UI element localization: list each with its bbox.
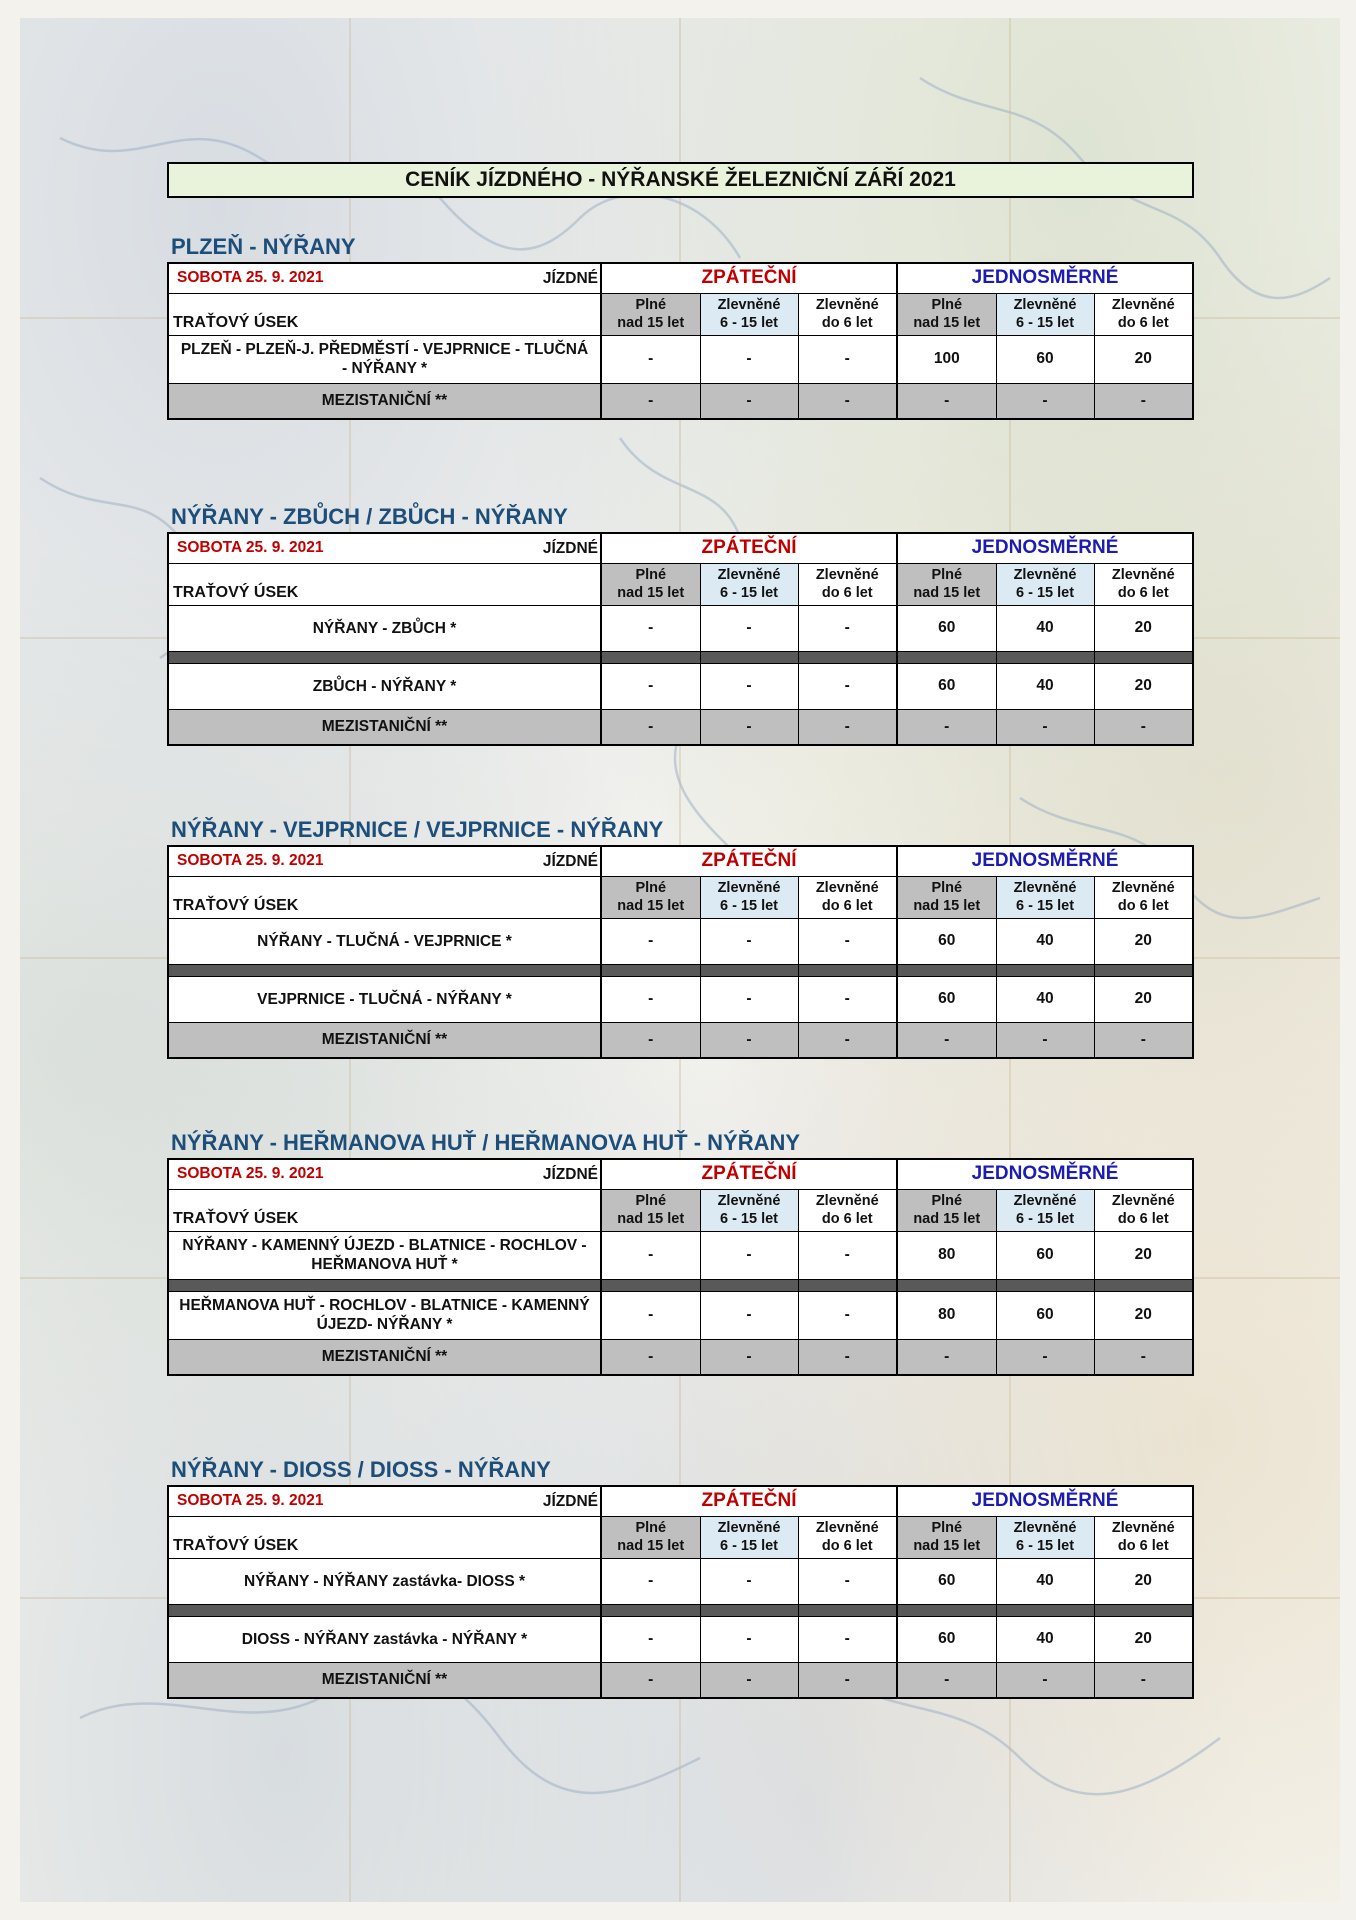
route-name: NÝŘANY - TLUČNÁ - VEJPRNICE * xyxy=(168,918,601,964)
price-cell: 20 xyxy=(1094,1558,1193,1604)
section-title: PLZEŇ - NÝŘANY xyxy=(171,234,356,259)
price-section xyxy=(167,815,1194,1059)
fare-label: JÍZDNÉ xyxy=(542,270,598,287)
date-text: SOBOTA 25. 9. 2021 xyxy=(177,269,324,287)
fare-category-age: nad 15 let xyxy=(617,1538,685,1554)
fare-category-age: do 6 let xyxy=(821,1538,873,1554)
subheader-row xyxy=(168,1189,1193,1231)
price-cell: - xyxy=(798,1339,897,1375)
fare-category-name: Zlevněné xyxy=(717,1193,781,1209)
price-cell: - xyxy=(996,709,1094,745)
fare-category-age: 6 - 15 let xyxy=(1016,315,1075,331)
fare-category-header xyxy=(897,1189,996,1231)
fare-category-age: 6 - 15 let xyxy=(1016,585,1075,601)
price-cell: - xyxy=(798,709,897,745)
fare-category-name: Plné xyxy=(635,880,667,896)
fare-category-name: Plné xyxy=(635,1193,667,1209)
fare-category-age: 6 - 15 let xyxy=(719,1538,779,1554)
price-cell: 60 xyxy=(897,663,996,709)
price-section xyxy=(167,1128,1194,1376)
fare-category-age: 6 - 15 let xyxy=(719,315,779,331)
fare-category-age: do 6 let xyxy=(1117,1538,1169,1554)
date-label xyxy=(168,846,601,876)
fare-category-header xyxy=(897,563,996,605)
one-way-fare-header: JEDNOSMĚRNÉ xyxy=(897,1159,1193,1189)
one-way-fare-header: JEDNOSMĚRNÉ xyxy=(897,533,1193,563)
fare-category-name: Zlevněné xyxy=(1013,297,1077,313)
price-cell: - xyxy=(700,918,798,964)
subheader-row xyxy=(168,876,1193,918)
fare-category-name: Zlevněné xyxy=(1111,567,1175,583)
fare-category-header xyxy=(996,1516,1094,1558)
price-cell: 60 xyxy=(897,1558,996,1604)
price-cell: - xyxy=(798,976,897,1022)
fare-category-age: do 6 let xyxy=(821,315,873,331)
price-cell: 60 xyxy=(897,605,996,651)
price-cell: - xyxy=(700,976,798,1022)
fare-category-name: Zlevněné xyxy=(1013,1193,1077,1209)
price-cell: - xyxy=(897,383,996,419)
price-cell: - xyxy=(601,709,700,745)
fare-category-header xyxy=(601,293,700,335)
fare-category-header xyxy=(996,563,1094,605)
separator-row xyxy=(168,964,1193,976)
route-section-label: TRAŤOVÝ ÚSEK xyxy=(168,293,601,335)
price-cell: - xyxy=(601,1022,700,1058)
fare-category-name: Plné xyxy=(931,880,963,896)
price-cell: 40 xyxy=(996,1558,1094,1604)
route-name: VEJPRNICE - TLUČNÁ - NÝŘANY * xyxy=(168,976,601,1022)
price-cell: - xyxy=(798,335,897,383)
price-cell: - xyxy=(601,335,700,383)
fare-category-age: do 6 let xyxy=(1117,315,1169,331)
fare-category-age: nad 15 let xyxy=(913,585,981,601)
fare-category-age: nad 15 let xyxy=(617,1211,685,1227)
price-cell: 20 xyxy=(1094,1616,1193,1662)
table-row xyxy=(168,1231,1193,1279)
price-cell: - xyxy=(798,1616,897,1662)
route-name: NÝŘANY - ZBŮCH * xyxy=(168,605,601,651)
fare-category-age: nad 15 let xyxy=(913,1211,981,1227)
price-cell: - xyxy=(1094,1022,1193,1058)
price-section xyxy=(167,1455,1194,1699)
fare-category-name: Zlevněné xyxy=(1111,1193,1175,1209)
section-title: NÝŘANY - HEŘMANOVA HUŤ / HEŘMANOVA HUŤ - NÝŘANY xyxy=(171,1130,801,1155)
price-cell: 60 xyxy=(996,1231,1094,1279)
fare-category-age: nad 15 let xyxy=(913,898,981,914)
table-row xyxy=(168,918,1193,964)
fare-category-header xyxy=(1094,563,1193,605)
fare-category-name: Zlevněné xyxy=(1013,1520,1077,1536)
price-cell: - xyxy=(1094,383,1193,419)
intermediate-label: MEZISTANIČNÍ ** xyxy=(168,1339,601,1375)
table-row xyxy=(168,976,1193,1022)
fare-label: JÍZDNÉ xyxy=(542,1166,598,1183)
price-cell: - xyxy=(601,383,700,419)
intermediate-label: MEZISTANIČNÍ ** xyxy=(168,1662,601,1698)
price-cell: - xyxy=(798,918,897,964)
intermediate-row xyxy=(168,709,1193,745)
fare-category-header xyxy=(897,876,996,918)
price-cell: - xyxy=(897,1339,996,1375)
fare-category-header xyxy=(601,1189,700,1231)
price-cell: 40 xyxy=(996,918,1094,964)
intermediate-label: MEZISTANIČNÍ ** xyxy=(168,1022,601,1058)
fare-category-name: Plné xyxy=(635,297,667,313)
price-cell: - xyxy=(897,1022,996,1058)
price-cell: - xyxy=(700,1231,798,1279)
price-cell: 60 xyxy=(897,1616,996,1662)
one-way-fare-header: JEDNOSMĚRNÉ xyxy=(897,1486,1193,1516)
header-row xyxy=(168,846,1193,876)
fare-category-age: 6 - 15 let xyxy=(719,585,779,601)
price-cell: 20 xyxy=(1094,976,1193,1022)
price-cell: - xyxy=(601,663,700,709)
section-title: NÝŘANY - VEJPRNICE / VEJPRNICE - NÝŘANY xyxy=(171,817,664,842)
price-cell: - xyxy=(601,605,700,651)
price-section xyxy=(167,232,1194,420)
fare-label: JÍZDNÉ xyxy=(542,1493,598,1510)
price-cell: 80 xyxy=(897,1291,996,1339)
fare-category-header xyxy=(996,293,1094,335)
return-fare-header: ZPÁTEČNÍ xyxy=(601,1486,897,1516)
return-fare-header: ZPÁTEČNÍ xyxy=(601,533,897,563)
fare-category-name: Zlevněné xyxy=(1013,567,1077,583)
fare-category-name: Zlevněné xyxy=(1111,1520,1175,1536)
fare-category-name: Plné xyxy=(931,1193,963,1209)
intermediate-row xyxy=(168,383,1193,419)
fare-category-header xyxy=(798,1516,897,1558)
date-label xyxy=(168,1486,601,1516)
price-cell: 20 xyxy=(1094,663,1193,709)
date-text: SOBOTA 25. 9. 2021 xyxy=(177,852,324,870)
date-text: SOBOTA 25. 9. 2021 xyxy=(177,539,324,557)
price-cell: - xyxy=(700,1662,798,1698)
separator-row xyxy=(168,1604,1193,1616)
one-way-fare-header: JEDNOSMĚRNÉ xyxy=(897,846,1193,876)
table-row xyxy=(168,1291,1193,1339)
fare-category-name: Zlevněné xyxy=(1111,297,1175,313)
subheader-row xyxy=(168,1516,1193,1558)
price-cell: - xyxy=(700,383,798,419)
price-cell: - xyxy=(601,1662,700,1698)
price-cell: - xyxy=(798,1231,897,1279)
price-cell: 60 xyxy=(897,918,996,964)
separator-row xyxy=(168,651,1193,663)
price-cell: - xyxy=(700,335,798,383)
price-cell: - xyxy=(601,918,700,964)
price-cell: - xyxy=(700,663,798,709)
fare-category-name: Zlevněné xyxy=(815,880,879,896)
fare-category-age: 6 - 15 let xyxy=(1016,1211,1075,1227)
fare-category-header xyxy=(700,876,798,918)
route-section-label: TRAŤOVÝ ÚSEK xyxy=(168,1189,601,1231)
fare-category-age: do 6 let xyxy=(1117,1211,1169,1227)
price-cell: - xyxy=(1094,1339,1193,1375)
price-cell: - xyxy=(601,1231,700,1279)
fare-category-name: Zlevněné xyxy=(717,297,781,313)
fare-category-header xyxy=(601,563,700,605)
fare-category-header xyxy=(798,293,897,335)
route-name: HEŘMANOVA HUŤ - ROCHLOV - BLATNICE - KAMENNÝ ÚJEZD- NÝŘANY * xyxy=(168,1291,601,1339)
fare-category-header xyxy=(798,1189,897,1231)
fare-category-name: Zlevněné xyxy=(717,567,781,583)
fare-category-header xyxy=(601,1516,700,1558)
price-cell: - xyxy=(798,663,897,709)
fare-category-header xyxy=(798,876,897,918)
fare-category-age: nad 15 let xyxy=(617,585,685,601)
fare-label: JÍZDNÉ xyxy=(542,540,598,557)
fare-category-name: Zlevněné xyxy=(1013,880,1077,896)
table-row xyxy=(168,1558,1193,1604)
fare-category-name: Plné xyxy=(635,567,667,583)
price-cell: - xyxy=(700,605,798,651)
price-cell: - xyxy=(1094,709,1193,745)
fare-category-header xyxy=(601,876,700,918)
price-cell: - xyxy=(798,1291,897,1339)
header-row xyxy=(168,263,1193,293)
one-way-fare-header: JEDNOSMĚRNÉ xyxy=(897,263,1193,293)
header-row xyxy=(168,1159,1193,1189)
price-cell: 20 xyxy=(1094,1231,1193,1279)
date-text: SOBOTA 25. 9. 2021 xyxy=(177,1492,324,1510)
price-cell: - xyxy=(700,1291,798,1339)
return-fare-header: ZPÁTEČNÍ xyxy=(601,846,897,876)
route-name: NÝŘANY - KAMENNÝ ÚJEZD - BLATNICE - ROCHLOV - HEŘMANOVA HUŤ * xyxy=(168,1231,601,1279)
separator-row xyxy=(168,1279,1193,1291)
fare-category-header xyxy=(798,563,897,605)
price-cell: 60 xyxy=(996,1291,1094,1339)
price-table xyxy=(167,532,1194,746)
price-cell: - xyxy=(897,1662,996,1698)
fare-category-header xyxy=(1094,1516,1193,1558)
price-cell: - xyxy=(798,1662,897,1698)
price-cell: - xyxy=(996,1022,1094,1058)
price-cell: - xyxy=(601,1339,700,1375)
date-label xyxy=(168,1159,601,1189)
table-row xyxy=(168,1616,1193,1662)
fare-category-header xyxy=(1094,876,1193,918)
price-cell: 40 xyxy=(996,605,1094,651)
fare-category-header xyxy=(1094,293,1193,335)
fare-category-header xyxy=(700,563,798,605)
table-row xyxy=(168,663,1193,709)
fare-category-age: 6 - 15 let xyxy=(719,898,779,914)
price-cell: - xyxy=(798,383,897,419)
fare-category-name: Zlevněné xyxy=(717,1520,781,1536)
header-row xyxy=(168,533,1193,563)
section-title: NÝŘANY - DIOSS / DIOSS - NÝŘANY xyxy=(171,1457,551,1482)
route-section-label: TRAŤOVÝ ÚSEK xyxy=(168,876,601,918)
price-cell: - xyxy=(700,1339,798,1375)
return-fare-header: ZPÁTEČNÍ xyxy=(601,1159,897,1189)
price-cell: 40 xyxy=(996,663,1094,709)
intermediate-row xyxy=(168,1662,1193,1698)
price-cell: - xyxy=(601,1291,700,1339)
fare-category-age: nad 15 let xyxy=(617,898,685,914)
fare-category-header xyxy=(996,876,1094,918)
price-cell: - xyxy=(798,1558,897,1604)
price-cell: - xyxy=(1094,1662,1193,1698)
price-cell: - xyxy=(601,1616,700,1662)
fare-category-age: nad 15 let xyxy=(913,1538,981,1554)
price-cell: - xyxy=(700,1558,798,1604)
price-cell: - xyxy=(601,1558,700,1604)
route-name: DIOSS - NÝŘANY zastávka - NÝŘANY * xyxy=(168,1616,601,1662)
subheader-row xyxy=(168,293,1193,335)
price-cell: 100 xyxy=(897,335,996,383)
fare-category-name: Plné xyxy=(931,297,963,313)
fare-category-header xyxy=(700,293,798,335)
route-name: PLZEŇ - PLZEŇ-J. PŘEDMĚSTÍ - VEJPRNICE - TLUČNÁ - NÝŘANY * xyxy=(168,335,601,383)
date-label xyxy=(168,533,601,563)
fare-category-header xyxy=(700,1189,798,1231)
fare-category-header xyxy=(897,1516,996,1558)
price-cell: 20 xyxy=(1094,918,1193,964)
table-row xyxy=(168,335,1193,383)
fare-category-header xyxy=(700,1516,798,1558)
price-cell: - xyxy=(897,709,996,745)
fare-category-name: Plné xyxy=(931,1520,963,1536)
price-cell: - xyxy=(996,1339,1094,1375)
price-cell: 80 xyxy=(897,1231,996,1279)
section-title: NÝŘANY - ZBŮCH / ZBŮCH - NÝŘANY xyxy=(171,504,568,529)
fare-category-age: do 6 let xyxy=(1117,585,1169,601)
fare-category-age: 6 - 15 let xyxy=(1016,1538,1075,1554)
fare-category-age: nad 15 let xyxy=(617,315,685,331)
fare-category-header xyxy=(996,1189,1094,1231)
fare-category-age: nad 15 let xyxy=(913,315,981,331)
fare-label: JÍZDNÉ xyxy=(542,853,598,870)
fare-category-name: Zlevněné xyxy=(815,1520,879,1536)
date-text: SOBOTA 25. 9. 2021 xyxy=(177,1165,324,1183)
date-label xyxy=(168,263,601,293)
intermediate-label: MEZISTANIČNÍ ** xyxy=(168,383,601,419)
return-fare-header: ZPÁTEČNÍ xyxy=(601,263,897,293)
intermediate-row xyxy=(168,1022,1193,1058)
header-row xyxy=(168,1486,1193,1516)
price-cell: 60 xyxy=(897,976,996,1022)
subheader-row xyxy=(168,563,1193,605)
price-table xyxy=(167,845,1194,1059)
fare-category-age: 6 - 15 let xyxy=(1016,898,1075,914)
fare-category-age: do 6 let xyxy=(1117,898,1169,914)
price-cell: - xyxy=(798,1022,897,1058)
fare-category-age: do 6 let xyxy=(821,1211,873,1227)
fare-category-name: Zlevněné xyxy=(815,297,879,313)
fare-category-age: do 6 let xyxy=(821,585,873,601)
price-table xyxy=(167,1158,1194,1376)
fare-category-age: do 6 let xyxy=(821,898,873,914)
price-cell: - xyxy=(601,976,700,1022)
fare-category-header xyxy=(897,293,996,335)
fare-category-name: Zlevněné xyxy=(1111,880,1175,896)
price-cell: - xyxy=(996,383,1094,419)
price-cell: 60 xyxy=(996,335,1094,383)
price-section xyxy=(167,502,1194,746)
fare-category-name: Plné xyxy=(635,1520,667,1536)
table-row xyxy=(168,605,1193,651)
fare-category-name: Plné xyxy=(931,567,963,583)
price-cell: 40 xyxy=(996,1616,1094,1662)
price-cell: 20 xyxy=(1094,335,1193,383)
intermediate-row xyxy=(168,1339,1193,1375)
price-cell: - xyxy=(996,1662,1094,1698)
intermediate-label: MEZISTANIČNÍ ** xyxy=(168,709,601,745)
fare-category-name: Zlevněné xyxy=(815,1193,879,1209)
price-cell: 40 xyxy=(996,976,1094,1022)
price-cell: - xyxy=(700,1022,798,1058)
price-cell: 20 xyxy=(1094,1291,1193,1339)
route-section-label: TRAŤOVÝ ÚSEK xyxy=(168,563,601,605)
price-table xyxy=(167,1485,1194,1699)
price-cell: - xyxy=(798,605,897,651)
route-name: ZBŮCH - NÝŘANY * xyxy=(168,663,601,709)
price-cell: - xyxy=(700,1616,798,1662)
route-name: NÝŘANY - NÝŘANY zastávka- DIOSS * xyxy=(168,1558,601,1604)
route-section-label: TRAŤOVÝ ÚSEK xyxy=(168,1516,601,1558)
page-title: CENÍK JÍZDNÉHO - NÝŘANSKÉ ŽELEZNIČNÍ ZÁŘÍ 2021 xyxy=(167,162,1194,198)
price-cell: - xyxy=(700,709,798,745)
price-table xyxy=(167,262,1194,420)
fare-category-header xyxy=(1094,1189,1193,1231)
fare-category-name: Zlevněné xyxy=(717,880,781,896)
price-cell: 20 xyxy=(1094,605,1193,651)
fare-category-age: 6 - 15 let xyxy=(719,1211,779,1227)
fare-category-name: Zlevněné xyxy=(815,567,879,583)
